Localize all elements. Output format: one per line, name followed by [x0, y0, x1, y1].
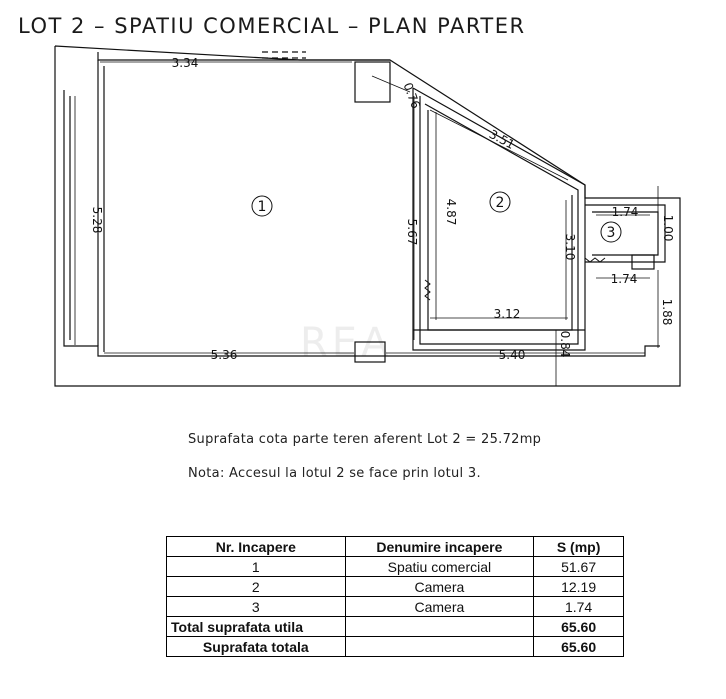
cell-nr: 2	[167, 577, 346, 597]
pillar-top	[355, 62, 390, 102]
dim-top-left: 3.34	[171, 56, 199, 70]
cell-area: 12.19	[534, 577, 624, 597]
plan-title: LOT 2 – SPATIU COMERCIAL – PLAN PARTER	[18, 14, 526, 38]
room1-wall	[98, 52, 390, 60]
total-value: 65.60	[534, 637, 624, 657]
room1-left-wall	[64, 90, 660, 356]
dim-lower-right: 1.88	[660, 298, 674, 326]
dim-left-height: 5.28	[90, 206, 104, 234]
cell-nr: 1	[167, 557, 346, 577]
dim-room3-bottom: 1.74	[610, 272, 638, 286]
watermark-logo: REA	[300, 320, 393, 366]
area-table	[166, 536, 624, 657]
dim-room2-right: 3.10	[563, 233, 577, 261]
table-total-util-row	[167, 617, 624, 637]
dim-bottom-right: 5.40	[498, 348, 526, 362]
table-row	[167, 577, 624, 597]
table-total-row	[167, 637, 624, 657]
header-area: S (mp)	[534, 537, 624, 557]
room-number-3: 3	[606, 225, 616, 241]
cell-name: Camera	[345, 577, 534, 597]
dim-diag-small: 0.76	[400, 80, 423, 111]
total-empty	[345, 637, 534, 657]
note-access: Nota: Accesul la lotul 2 se face prin lotul 3.	[188, 466, 481, 481]
total-util-value: 65.60	[534, 617, 624, 637]
cell-area: 1.74	[534, 597, 624, 617]
room-number-2: 2	[495, 195, 505, 211]
total-util-label: Total suprafata utila	[167, 617, 346, 637]
cell-area: 51.67	[534, 557, 624, 577]
header-nr: Nr. Incapere	[167, 537, 346, 557]
total-util-empty	[345, 617, 534, 637]
dim-room2-left-inner: 4.87	[444, 198, 458, 226]
header-name: Denumire incapere	[345, 537, 534, 557]
table-row	[167, 597, 624, 617]
total-label: Suprafata totala	[167, 637, 346, 657]
dim-room2-left-outer: 5.67	[405, 218, 419, 246]
cell-name: Camera	[345, 597, 534, 617]
cell-name: Spatiu comercial	[345, 557, 534, 577]
room-number-1: 1	[257, 199, 267, 215]
table-header-row	[167, 537, 624, 557]
dim-diag-large: 3.51	[486, 127, 517, 152]
dim-bottom-left: 5.36	[210, 348, 238, 362]
note-land-share: Suprafata cota parte teren aferent Lot 2 = 25.72mp	[188, 432, 542, 447]
dim-room2-bottom: 3.12	[493, 307, 521, 321]
dim-bottom-small: 0.84	[558, 330, 572, 358]
table-row	[167, 557, 624, 577]
dim-room3-top: 1.74	[611, 205, 639, 219]
dim-room3-right: 1.00	[661, 214, 675, 242]
cell-nr: 3	[167, 597, 346, 617]
